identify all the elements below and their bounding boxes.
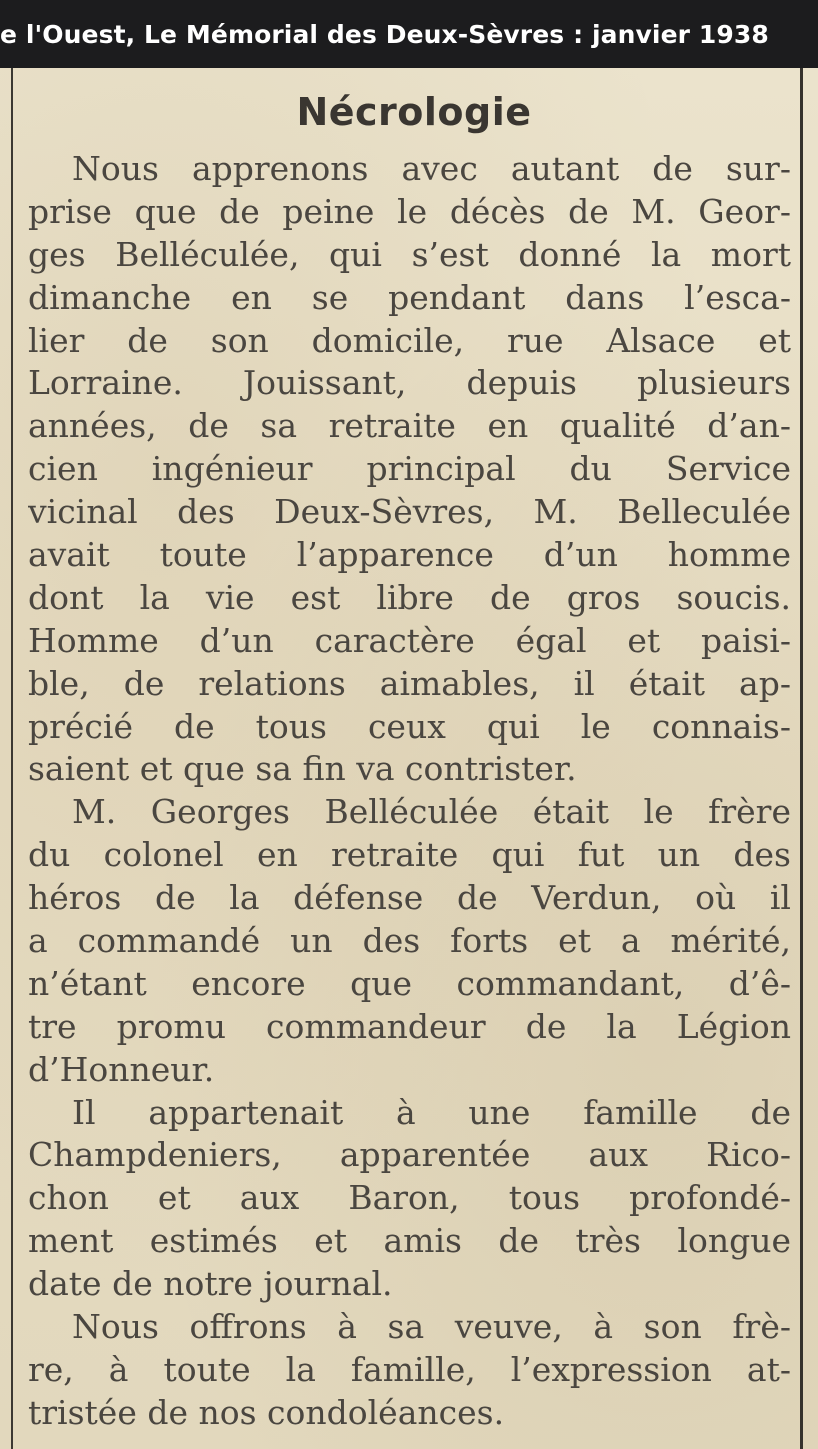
article-line: précié de tous ceux qui le connais- bbox=[28, 706, 791, 746]
article-line: tre promu commandeur de la Légion bbox=[28, 1006, 791, 1046]
article-body bbox=[28, 148, 791, 1435]
article-line: tristée de nos condoléances. bbox=[28, 1392, 505, 1432]
article-line: prise que de peine le décès de M. Geor- bbox=[28, 191, 791, 231]
article-line: chon et aux Baron, tous profondé- bbox=[28, 1178, 791, 1218]
article-line: dont la vie est libre de gros soucis. bbox=[28, 577, 791, 617]
article-line: avait toute l’apparence d’un homme bbox=[28, 535, 791, 575]
article-line: ment estimés et amis de très longue bbox=[28, 1221, 791, 1261]
column-rule-left bbox=[11, 68, 13, 1449]
article-line: Homme d’un caractère égal et paisi- bbox=[28, 620, 791, 660]
article-line: d’Honneur. bbox=[28, 1049, 215, 1089]
article-line: dimanche en se pendant dans l’esca- bbox=[28, 277, 791, 317]
article-line: cien ingénieur principal du Service bbox=[28, 449, 791, 489]
article-line: Il appartenait à une famille de bbox=[72, 1092, 791, 1132]
article-line: Champdeniers, apparentée aux Rico- bbox=[28, 1135, 791, 1175]
column-rule-right bbox=[800, 68, 803, 1449]
article-line: M. Georges Belléculée était le frère bbox=[72, 792, 791, 832]
title-bar bbox=[0, 0, 818, 68]
article-line: vicinal des Deux-Sèvres, M. Belleculée bbox=[28, 492, 791, 532]
article-line: Lorraine. Jouissant, depuis plusieurs bbox=[28, 363, 791, 403]
newspaper-page bbox=[0, 68, 818, 1449]
article-line: Nous offrons à sa veuve, à son frè- bbox=[72, 1307, 791, 1347]
article-line: saient et que sa fin va contrister. bbox=[28, 749, 577, 789]
article-line: re, à toute la famille, l’expression at- bbox=[28, 1349, 791, 1389]
article-line: date de notre journal. bbox=[28, 1264, 393, 1304]
article-line: héros de la défense de Verdun, où il bbox=[28, 878, 791, 918]
article-line: ges Belléculée, qui s’est donné la mort bbox=[28, 234, 791, 274]
article-line: n’étant encore que commandant, d’ê- bbox=[28, 963, 791, 1003]
article-line: Nous apprenons avec autant de sur- bbox=[72, 149, 791, 188]
article-line: lier de son domicile, rue Alsace et bbox=[28, 320, 791, 360]
article-line: du colonel en retraite qui fut un des bbox=[28, 835, 791, 875]
document-title: e l'Ouest, Le Mémorial des Deux-Sèvres : janvier 1938 bbox=[0, 19, 769, 49]
article-line: ble, de relations aimables, il était ap- bbox=[28, 663, 791, 703]
article-line: années, de sa retraite en qualité d’an- bbox=[28, 406, 791, 446]
article-heading: Nécrologie bbox=[296, 90, 532, 134]
article-line: a commandé un des forts et a mérité, bbox=[28, 921, 791, 961]
